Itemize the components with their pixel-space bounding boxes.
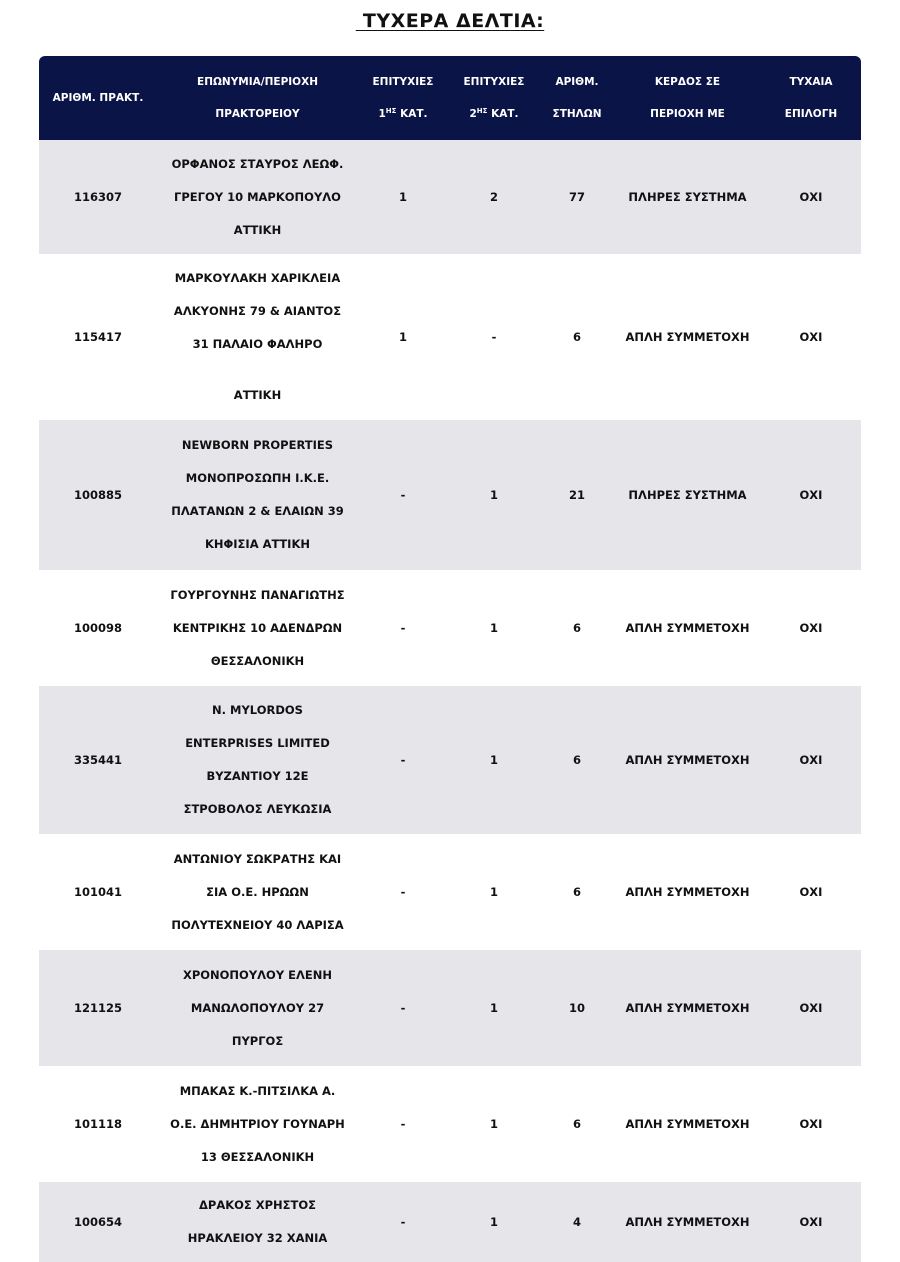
profit-cell: ΑΠΛΗ ΣΥΜΜΕΤΟΧΗ — [625, 1000, 750, 1015]
agency-number-cell: 101118 — [73, 1116, 122, 1131]
profit-cell: ΑΠΛΗ ΣΥΜΜΕΤΟΧΗ — [625, 1116, 750, 1131]
random-selection-cell: ΟΧΙ — [799, 189, 823, 204]
agency-name-line: ΑΤΤΙΚΗ — [233, 388, 282, 402]
agency-number-cell: 100098 — [73, 620, 122, 635]
table-row — [39, 950, 861, 1066]
profit-cell: ΑΠΛΗ ΣΥΜΜΕΤΟΧΗ — [625, 329, 750, 344]
agency-name-line: N. MYLORDOS — [212, 703, 303, 717]
agency-name-line: ΗΡΑΚΛΕΙΟΥ 32 ΧΑΝΙΑ — [187, 1231, 328, 1245]
wins-cat1-cell: - — [400, 620, 406, 635]
agency-number-cell: 115417 — [73, 329, 122, 344]
random-selection-cell: ΟΧΙ — [799, 620, 823, 635]
wins-cat2-cell: 1 — [489, 1000, 498, 1015]
header-random — [761, 56, 861, 140]
agency-name-line: ΜΑΡΚΟΥΛΑΚΗ ΧΑΡΙΚΛΕΙΑ — [174, 271, 341, 285]
agency-name-line: ΜΟΝΟΠΡΟΣΩΠΗ Ι.Κ.Ε. — [185, 471, 330, 485]
agency-name-line: ΠΟΛΥΤΕΧΝΕΙΟΥ 40 ΛΑΡΙΣΑ — [171, 917, 344, 932]
wins-cat1-cell: - — [400, 884, 406, 899]
columns-cell: 10 — [568, 1000, 585, 1015]
random-selection-cell: ΟΧΙ — [799, 884, 823, 899]
page-title: ΤΥΧΕΡΑ ΔΕΛΤΙΑ: — [355, 10, 545, 32]
wins-cat2-cell: 1 — [489, 752, 498, 767]
wins-cat1-cell: - — [400, 1116, 406, 1131]
random-selection-cell: ΟΧΙ — [799, 487, 823, 502]
table-row — [39, 834, 861, 950]
header-agency-name — [157, 56, 358, 140]
agency-number-cell: 101041 — [73, 884, 122, 899]
table-row — [39, 570, 861, 686]
random-selection-cell: ΟΧΙ — [799, 1214, 823, 1229]
table-header — [39, 56, 861, 140]
agency-name-line: ΠΥΡΓΟΣ — [231, 1033, 284, 1048]
header-wins-cat2-sup: ΗΣ — [476, 107, 488, 115]
wins-cat2-cell: 1 — [489, 620, 498, 635]
table-body — [39, 140, 861, 1262]
agency-name-line: ΘΕΣΣΑΛΟΝΙΚΗ — [210, 653, 305, 668]
agency-name-line: 31 ΠΑΛΑΙΟ ΦΑΛΗΡΟ — [192, 337, 323, 351]
table-row — [39, 1066, 861, 1182]
agency-name-line: Ο.Ε. ΔΗΜΗΤΡΙΟΥ ΓΟΥΝΑΡΗ — [170, 1116, 345, 1131]
header-wins-cat1-sup: ΗΣ — [385, 107, 397, 115]
agency-name-line: ΜΠΑΚΑΣ Κ.-ΠΙΤΣΙΛΚΑ Α. — [179, 1083, 336, 1098]
agency-name-line: 13 ΘΕΣΣΑΛΟΝΙΚΗ — [200, 1149, 315, 1164]
columns-cell: 77 — [568, 189, 585, 204]
random-selection-cell: ΟΧΙ — [799, 1000, 823, 1015]
agency-name-line: ΧΡΟΝΟΠΟΥΛΟΥ ΕΛΕΝΗ — [182, 967, 333, 982]
agency-name-line: ΑΛΚΥΟΝΗΣ 79 & ΑΙΑΝΤΟΣ — [173, 304, 342, 318]
header-wins-cat1-num: 1 — [378, 108, 386, 120]
columns-cell: 21 — [568, 487, 585, 502]
wins-cat2-cell: 1 — [489, 487, 498, 502]
random-selection-cell: ΟΧΙ — [799, 329, 823, 344]
wins-cat1-cell: 1 — [398, 189, 407, 204]
profit-cell: ΑΠΛΗ ΣΥΜΜΕΤΟΧΗ — [625, 1214, 750, 1229]
wins-cat1-cell: - — [400, 487, 406, 502]
header-columns-line2: ΣΤΗΛΩΝ — [552, 108, 602, 120]
header-row — [39, 56, 861, 140]
header-agency-name-line1: ΕΠΩΝΥΜΙΑ/ΠΕΡΙΟΧΗ — [197, 76, 318, 88]
agency-name-line: ΓΡΕΓΟΥ 10 ΜΑΡΚΟΠΟΥΛΟ — [174, 189, 341, 204]
header-wins-cat2-num: 2 — [469, 108, 477, 120]
columns-cell: 6 — [572, 1116, 581, 1131]
columns-cell: 6 — [572, 752, 581, 767]
agency-name-line: ΣΤΡΟΒΟΛΟΣ ΛΕΥΚΩΣΙΑ — [183, 802, 332, 816]
header-wins-cat2 — [448, 56, 540, 140]
header-columns-line1: ΑΡΙΘΜ. — [555, 76, 599, 88]
header-wins-cat2-line1: ΕΠΙΤΥΧΙΕΣ — [463, 76, 525, 88]
header-agency-number-label: ΑΡΙΘΜ. ΠΡΑΚΤ. — [52, 92, 144, 104]
winning-tickets-table — [39, 56, 861, 1262]
table-row — [39, 686, 861, 834]
agency-name-line: ENTERPRISES LIMITED — [185, 736, 330, 750]
agency-name-line — [159, 361, 356, 379]
header-columns — [540, 56, 614, 140]
header-agency-number — [39, 56, 157, 140]
agency-name-line: ΒΥΖΑΝΤΙΟΥ 12Ε — [206, 769, 309, 783]
winning-tickets-table-container — [39, 56, 861, 1262]
agency-name-cell — [157, 254, 358, 420]
wins-cat1-cell: - — [400, 752, 406, 767]
wins-cat2-cell: - — [491, 329, 497, 344]
agency-name-line: ΑΝΤΩΝΙΟΥ ΣΩΚΡΑΤΗΣ ΚΑΙ — [173, 851, 342, 866]
header-wins-cat1-suffix: ΚΑΤ. — [396, 108, 428, 120]
agency-name-cell — [157, 420, 358, 570]
columns-cell: 6 — [572, 620, 581, 635]
agency-number-cell: 121125 — [73, 1000, 122, 1015]
agency-name-line: ΓΟΥΡΓΟΥΝΗΣ ΠΑΝΑΓΙΩΤΗΣ — [170, 587, 345, 602]
table-row — [39, 140, 861, 254]
random-selection-cell: ΟΧΙ — [799, 752, 823, 767]
agency-number-cell: 100654 — [73, 1214, 122, 1229]
agency-name-line: NEWBORN PROPERTIES — [181, 438, 334, 452]
header-wins-cat1-line2 — [360, 98, 446, 130]
agency-name-line: ΟΡΦΑΝΟΣ ΣΤΑΥΡΟΣ ΛΕΩΦ. — [171, 156, 344, 171]
wins-cat2-cell: 1 — [489, 1214, 498, 1229]
header-profit-line1: ΚΕΡΔΟΣ ΣΕ — [654, 76, 721, 88]
profit-cell: ΑΠΛΗ ΣΥΜΜΕΤΟΧΗ — [625, 884, 750, 899]
profit-cell: ΑΠΛΗ ΣΥΜΜΕΤΟΧΗ — [625, 620, 750, 635]
agency-name-line: ΚΕΝΤΡΙΚΗΣ 10 ΑΔΕΝΔΡΩΝ — [172, 620, 343, 635]
agency-number-cell: 335441 — [73, 752, 122, 767]
table-row — [39, 1182, 861, 1262]
profit-cell: ΠΛΗΡΕΣ ΣΥΣΤΗΜΑ — [628, 487, 747, 502]
agency-number-cell: 100885 — [73, 487, 122, 502]
agency-name-line: ΜΑΝΩΛΟΠΟΥΛΟΥ 27 — [190, 1000, 325, 1015]
agency-name-cell — [157, 1066, 358, 1182]
agency-name-cell — [157, 1182, 358, 1262]
agency-name-cell — [157, 686, 358, 834]
header-wins-cat2-suffix: ΚΑΤ. — [487, 108, 519, 120]
table-row — [39, 254, 861, 420]
wins-cat2-cell: 1 — [489, 1116, 498, 1131]
agency-name-line: ΑΤΤΙΚΗ — [233, 222, 282, 237]
header-profit-line2: ΠΕΡΙΟΧΗ ΜΕ — [650, 108, 725, 120]
random-selection-cell: ΟΧΙ — [799, 1116, 823, 1131]
agency-name-cell — [157, 834, 358, 950]
wins-cat1-cell: - — [400, 1214, 406, 1229]
header-wins-cat1-line1: ΕΠΙΤΥΧΙΕΣ — [372, 76, 434, 88]
header-wins-cat1 — [358, 56, 448, 140]
agency-name-line: ΔΡΑΚΟΣ ΧΡΗΣΤΟΣ — [198, 1198, 317, 1212]
agency-name-line: ΣΙΑ Ο.Ε. ΗΡΩΩΝ — [206, 884, 309, 899]
profit-cell: ΑΠΛΗ ΣΥΜΜΕΤΟΧΗ — [625, 752, 750, 767]
table-row — [39, 420, 861, 570]
agency-name-line: ΚΗΦΙΣΙΑ ΑΤΤΙΚΗ — [204, 537, 311, 551]
columns-cell: 4 — [572, 1214, 581, 1229]
header-agency-name-line2: ΠΡΑΚΤΟΡΕΙΟΥ — [215, 108, 300, 120]
agency-name-line: ΠΛΑΤΑΝΩΝ 2 & ΕΛΑΙΩΝ 39 — [171, 504, 344, 518]
wins-cat1-cell: 1 — [398, 329, 407, 344]
columns-cell: 6 — [572, 329, 581, 344]
header-random-line2: ΕΠΙΛΟΓΗ — [784, 108, 838, 120]
wins-cat2-cell: 2 — [489, 189, 498, 204]
agency-name-cell — [157, 140, 358, 254]
wins-cat2-cell: 1 — [489, 884, 498, 899]
header-wins-cat2-line2 — [450, 98, 538, 130]
agency-name-cell — [157, 570, 358, 686]
wins-cat1-cell: - — [400, 1000, 406, 1015]
columns-cell: 6 — [572, 884, 581, 899]
header-profit — [614, 56, 761, 140]
agency-number-cell: 116307 — [73, 189, 122, 204]
header-random-line1: ΤΥΧΑΙΑ — [789, 76, 833, 88]
agency-name-cell — [157, 950, 358, 1066]
profit-cell: ΠΛΗΡΕΣ ΣΥΣΤΗΜΑ — [628, 189, 747, 204]
